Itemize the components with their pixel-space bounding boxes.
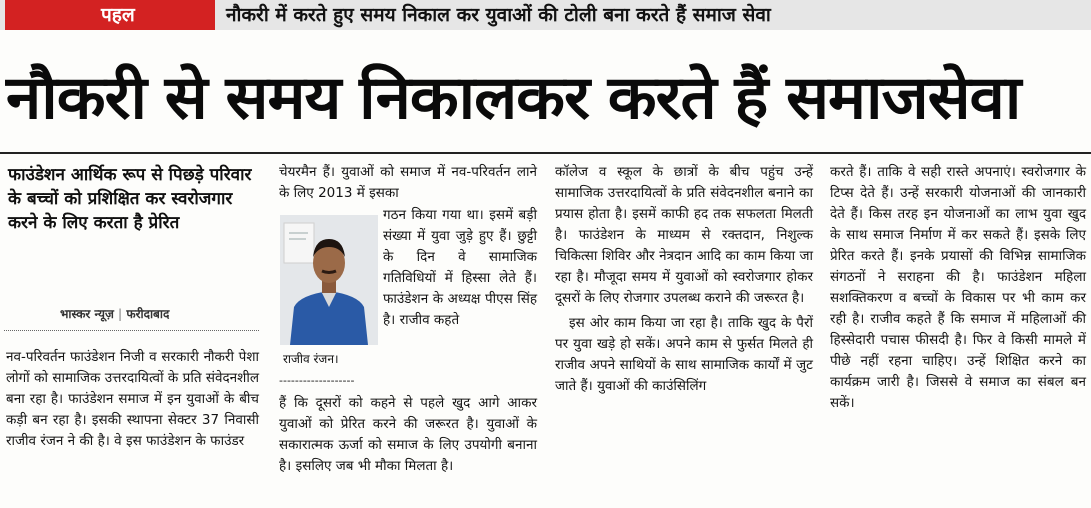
portrait-photo	[280, 215, 378, 345]
headline: नौकरी से समय निकालकर करते हैं समाजसेवा	[6, 63, 1021, 133]
byline-agency: भास्कर न्यूज़	[60, 307, 114, 321]
article-column-1	[6, 347, 259, 452]
topic-banner	[0, 0, 1091, 30]
column-2-top-text: चेयरमैन हैं। युवाओं को समाज में नव-परिवर्तन लाने के लिए 2013 में इसका	[279, 164, 537, 201]
column-3-paragraph-1: कॉलेज व स्कूल के छात्रों के बीच पहुंच उन्हें सामाजिक उत्तरदायित्वों के प्रति संवेदनशील बनाने का प्रयास होता है। इसमें काफी हद तक सफलता मिलती है। फाउंडेशन के माध्यम से रक्तदान, निशुल्क चिकित्सा शिविर और नेत्रदान आदि का काम किया जा रहा है। मौजूदा समय में युवाओं को स्वरोजगार होकर दूसरों के लिए रोजगार उपलब्ध कराने की जरूरत है।	[555, 164, 813, 306]
person-portrait-image	[280, 215, 378, 345]
headline-rule	[0, 152, 1091, 154]
column-3-paragraph-2: इस ओर काम किया जा रहा है। ताकि खुद के पैरों पर युवा खड़े हो सकें। अपने काम से फुर्सत मिलते ही राजीव अपने साथियों के साथ सामाजिक कार्यों में जुट जाते हैं। युवाओं की काउंसिलिंग	[555, 315, 813, 394]
byline: भास्कर न्यूज़ | फरीदाबाद	[60, 307, 170, 321]
article-column-2-wrap	[383, 205, 537, 331]
photo-caption: राजीव रंजन।	[283, 352, 339, 366]
byline-city: फरीदाबाद	[126, 307, 170, 321]
strapline: नौकरी में करते हुए समय निकाल कर युवाओं की टोली बना करते हैं समाज सेवा	[226, 4, 771, 26]
column-2-wrap-text: गठन किया गया था। इसमें बड़ी संख्या में युवा जुड़े हुए हैं। छुट्टी के दिन वे सामाजिक गतिविधियों में हिस्सा लेते हैं। फाउंडेशन के अध्यक्ष पीएस सिंह है। राजीव कहते	[383, 207, 537, 328]
caption-divider: -------------------	[279, 374, 355, 387]
article-column-3	[555, 162, 813, 397]
article-column-2-top	[279, 162, 537, 204]
column-4-text: करते हैं। ताकि वे सही रास्ते अपनाएं। स्वरोजगार के टिप्स देते हैं। उन्हें सरकारी योजनाओं की जानकारी देते हैं। किस तरह इन योजनाओं का लाभ युवा खुद के साथ समाज निर्माण में कर सकते हैं। इसके लिए प्रेरित करते हैं। इनके प्रयासों की विभिन्न सामाजिक संगठनों ने सराहना की है। फाउंडेशन महिला सशक्तिकरण व बच्चों के विकास पर भी काम कर रही है। राजीव कहते हैं कि समाज में महिलाओं की हिस्सेदारी पचास फीसदी है। फिर वे किसी मामले में पीछे नहीं रहना चाहिए। उन्हें शिक्षित करने का कार्यक्रम जारी है। जिससे वे समाज का संबल बन सकें।	[830, 164, 1086, 411]
column-1-text: नव-परिवर्तन फाउंडेशन निजी व सरकारी नौकरी पेशा लोगों को सामाजिक उत्तरदायित्वों के प्रति संवेदनशील बना रहा है। फाउंडेशन समाज में इन युवाओं के बीच कड़ी बन रहा है। इसकी स्थापना सेक्टर 37 निवासी राजीव रंजन ने की है। वे इस फाउंडेशन के फाउंडर	[6, 349, 259, 449]
article-column-2-bottom	[279, 393, 537, 477]
deck-summary: फाउंडेशन आर्थिक रूप से पिछड़े परिवार के बच्चों को प्रशिक्षित कर स्वरोजगार करने के लिए करता है प्रेरित	[8, 165, 252, 233]
article-column-4	[830, 162, 1086, 414]
byline-divider	[4, 330, 259, 331]
column-2-bottom-text: हैं कि दूसरों को कहने से पहले खुद आगे आकर युवाओं को प्रेरित करने की जरूरत है। युवाओं के सकारात्मक ऊर्जा को समाज के लिए उपयोगी बनाना है। इसलिए जब भी मौका मिलता है।	[279, 395, 537, 474]
section-tag: पहल	[5, 0, 215, 30]
